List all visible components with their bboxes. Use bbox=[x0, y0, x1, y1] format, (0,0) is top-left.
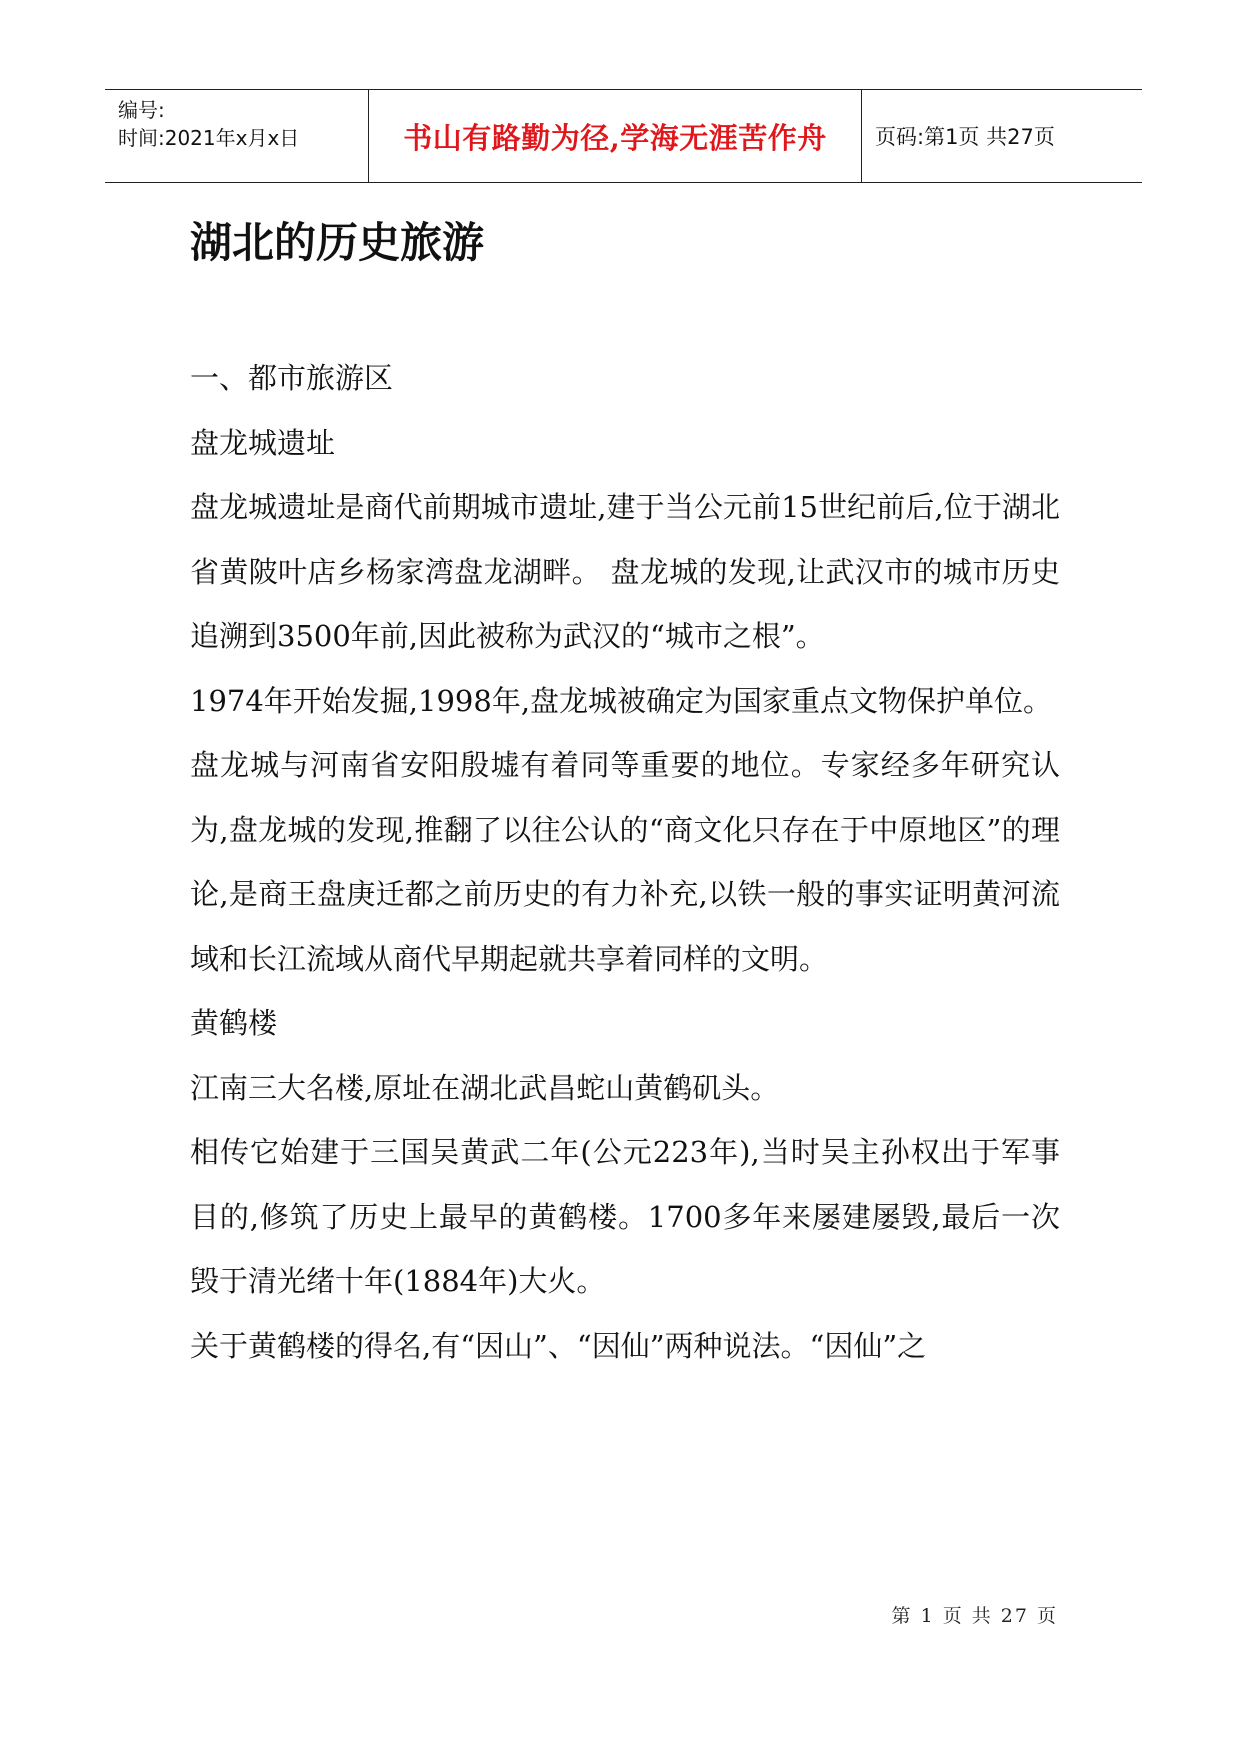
header-page-info: 页码:第1页 共27页 bbox=[875, 125, 1055, 149]
header-meta bbox=[118, 96, 299, 152]
section-heading-urban-tourism: 一、都市旅游区 bbox=[190, 361, 394, 395]
body-paragraph: 盘龙城遗址是商代前期城市遗址,建于当公元前15世纪前后,位于湖北省黄陂叶店乡杨家湾盘龙湖畔。 盘龙城的发现,让武汉市的城市历史追溯到3500年前,因此被称为武汉的“城市之根”。 bbox=[190, 490, 1060, 653]
body-paragraph: 江南三大名楼,原址在湖北武昌蛇山黄鹤矶头。 bbox=[190, 1070, 780, 1105]
document-time-label: 时间:2021年x月x日 bbox=[118, 126, 300, 150]
page-header bbox=[105, 89, 1142, 183]
body-paragraph: 盘龙城与河南省安阳殷墟有着同等重要的地位。专家经多年研究认为,盘龙城的发现,推翻了以往公认的“商文化只存在于中原地区”的理论,是商王盘庚迁都之前历史的有力补充,以铁一般的事实证明黄河流域和长江流域从商代早期起就共享着同样的文明。 bbox=[190, 748, 1060, 976]
subheading-panlongcheng: 盘龙城遗址 bbox=[190, 425, 336, 460]
header-motto: 书山有路勤为径,学海无涯苦作舟 bbox=[403, 120, 827, 155]
document-body bbox=[190, 346, 1060, 1378]
page-footer: 第 1 页 共 27 页 bbox=[891, 1605, 1058, 1627]
body-paragraph: 相传它始建于三国吴黄武二年(公元223年),当时吴主孙权出于军事目的,修筑了历史上最早的黄鹤楼。1700多年来屡建屡毁,最后一次毁于清光绪十年(1884年)大火。 bbox=[190, 1135, 1060, 1298]
body-paragraph: 1974年开始发掘,1998年,盘龙城被确定为国家重点文物保护单位。 bbox=[190, 683, 1053, 718]
header-divider-right bbox=[861, 90, 862, 182]
document-title: 湖北的历史旅游 bbox=[190, 218, 485, 267]
body-paragraph: 关于黄鹤楼的得名,有“因山”、“因仙”两种说法。“因仙”之 bbox=[190, 1328, 927, 1363]
document-number-label: 编号: bbox=[118, 98, 165, 122]
subheading-yellow-crane-tower: 黄鹤楼 bbox=[190, 1006, 278, 1040]
